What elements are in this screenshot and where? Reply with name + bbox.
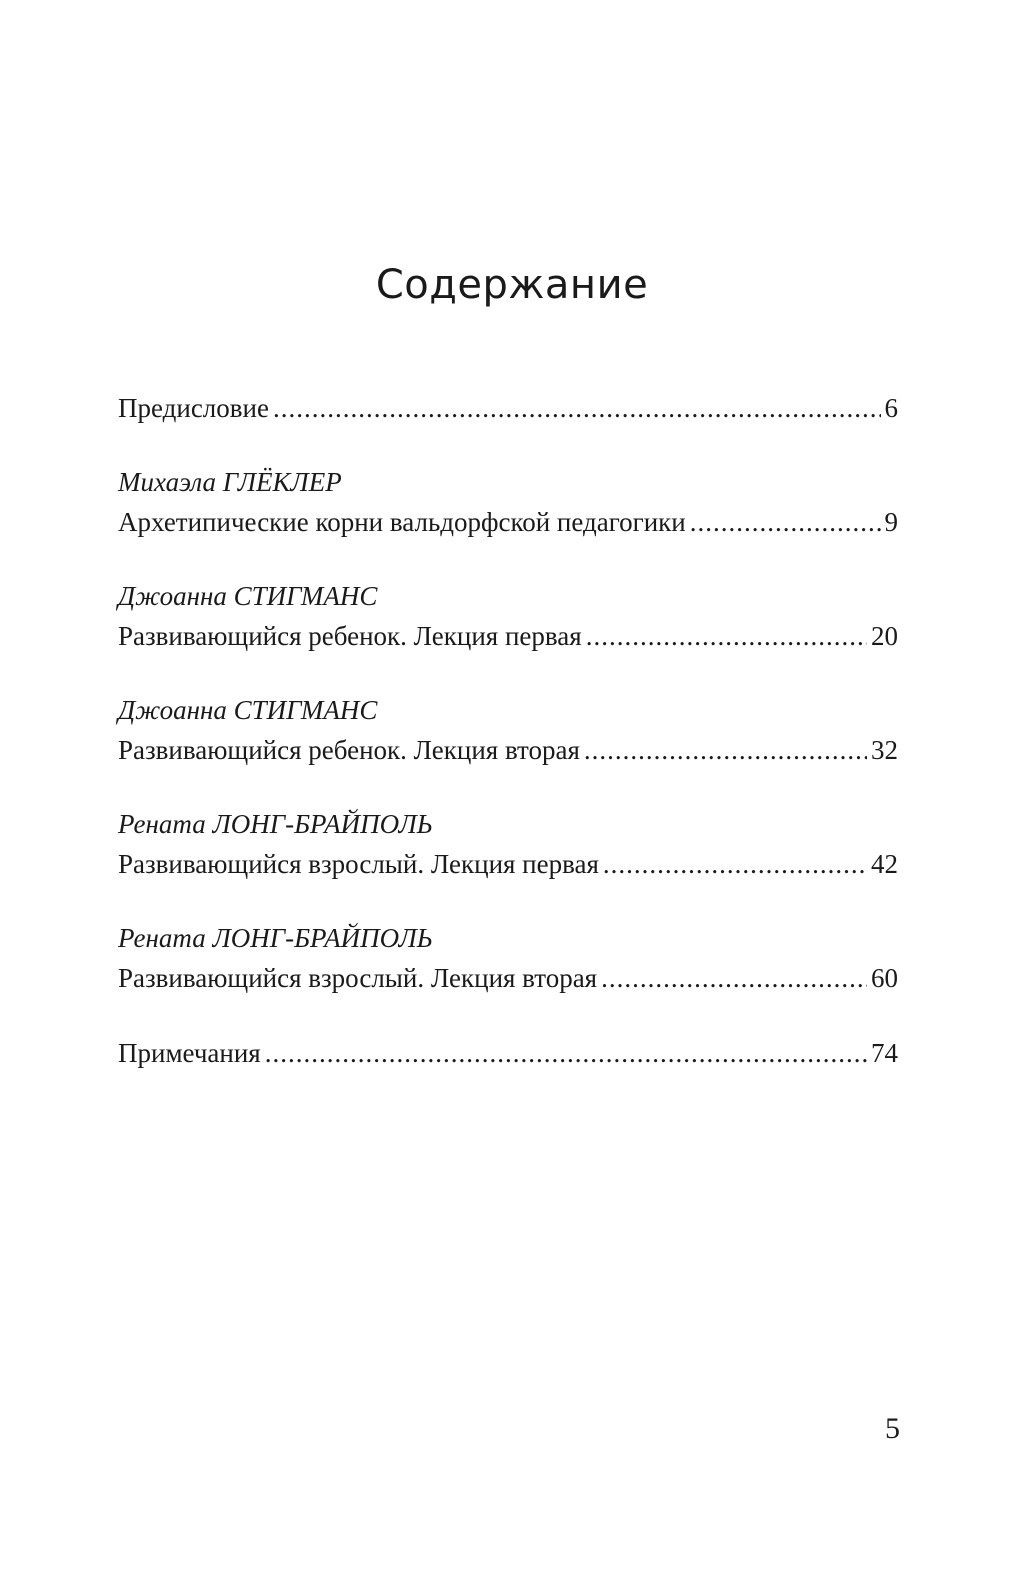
toc-line[interactable] (118, 388, 898, 428)
toc-author: Джоанна СТИГМАНС (118, 581, 378, 611)
toc-title: Развивающийся взрослый. Лекция вторая (118, 963, 598, 993)
toc-author: Рената ЛОНГ-БРАЙПОЛЬ (118, 923, 433, 953)
toc-entry (118, 919, 898, 998)
toc-line[interactable] (118, 616, 898, 656)
page-title: Содержание (375, 262, 649, 308)
toc-entry-notes (118, 1033, 898, 1073)
toc-line[interactable] (118, 844, 898, 884)
toc-leader-dots (273, 388, 881, 428)
toc-leader-dots (690, 502, 881, 542)
toc-author: Михаэла ГЛЁКЛЕР (118, 467, 342, 497)
toc-leader-dots (603, 844, 867, 884)
toc-title: Развивающийся ребенок. Лекция вторая (118, 735, 580, 765)
toc-page-number: 60 (871, 963, 898, 993)
table-of-contents (118, 388, 898, 1108)
toc-leader-dots (586, 616, 867, 656)
page-number: 5 (885, 1412, 900, 1445)
toc-line[interactable] (118, 730, 898, 770)
toc-title: Развивающийся взрослый. Лекция первая (118, 849, 599, 879)
toc-page-number: 9 (884, 507, 898, 537)
toc-page-number: 42 (871, 849, 898, 879)
toc-line[interactable] (118, 1033, 898, 1073)
toc-line[interactable] (118, 502, 898, 542)
toc-line[interactable] (118, 958, 898, 998)
toc-entry-preface (118, 388, 898, 428)
toc-page-number: 6 (884, 393, 898, 423)
toc-leader-dots (265, 1033, 867, 1073)
toc-page-number: 20 (871, 621, 898, 651)
toc-author: Рената ЛОНГ-БРАЙПОЛЬ (118, 809, 433, 839)
toc-entry (118, 577, 898, 656)
toc-title: Примечания (118, 1038, 261, 1068)
toc-entry (118, 463, 898, 542)
toc-leader-dots (584, 730, 867, 770)
toc-title: Архетипические корни вальдорфской педагогики (118, 507, 686, 537)
toc-entry (118, 691, 898, 770)
toc-leader-dots (601, 958, 867, 998)
toc-title: Развивающийся ребенок. Лекция первая (118, 621, 582, 651)
toc-page-number: 74 (871, 1038, 898, 1068)
toc-author: Джоанна СТИГМАНС (118, 695, 378, 725)
toc-page-number: 32 (871, 735, 898, 765)
toc-title: Предисловие (118, 393, 269, 423)
toc-entry (118, 805, 898, 884)
